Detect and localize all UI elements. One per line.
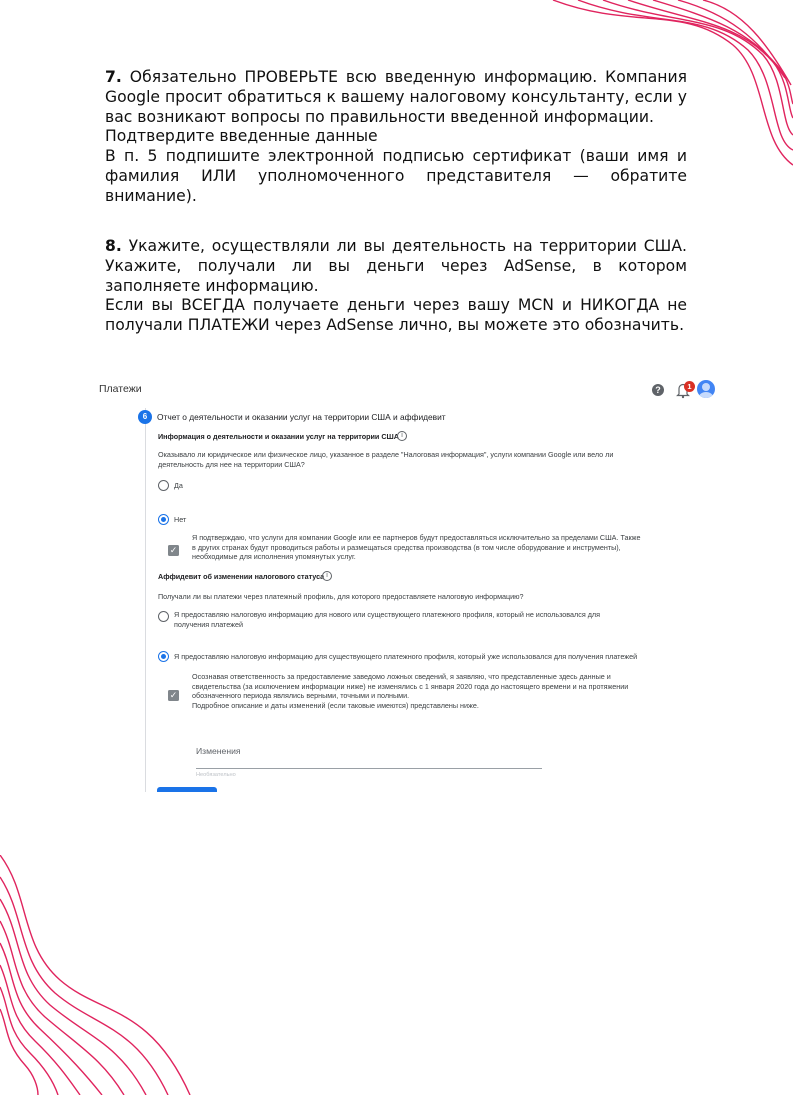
section-7: [105, 68, 687, 207]
confirm-outside-us-text: Я подтверждаю, что услуги для компании Google или ее партнеров будут предоставляться исключительно за пределами США. Также в других странах будут проводиться работы и размещаться средства производства (в том числе оборудование и инструменты), необходимые для исполнения упомянутых услуг.: [192, 533, 641, 562]
info-icon[interactable]: i: [397, 431, 407, 441]
activity-heading: Информация о деятельности и оказании услуг на территории США: [158, 432, 399, 441]
affidavit-confirm-text: [192, 672, 657, 710]
radio-yes[interactable]: [158, 480, 169, 491]
avatar[interactable]: [697, 380, 715, 398]
section-7-paragraph-1: [105, 68, 687, 127]
option-yes-label: Да: [174, 481, 183, 490]
changes-hint: Необязательно: [196, 772, 236, 778]
info-icon[interactable]: i: [322, 571, 332, 581]
notifications-icon[interactable]: [676, 381, 692, 399]
radio-existing-profile[interactable]: [158, 651, 169, 662]
section-8-paragraph-1: [105, 237, 687, 296]
affidavit-question: Получали ли вы платежи через платежный профиль, для которого предоставляете налоговую информацию?: [158, 592, 524, 601]
section-7-paragraph-3: В п. 5 подпишите электронной подписью сертификат (ваши имя и фамилия ИЛИ уполномоченного представителя — обратите внимание).: [105, 147, 687, 205]
affidavit-step: [142, 408, 721, 792]
affidavit-statement: Осознавая ответственность за предоставление заведомо ложных сведений, я заявляю, что представленные здесь данные и свидетельства (за исключением информации ниже) не изменялись с 1 января 2020 года до настоящего времени и на протяжении обозначенного периода являлись верными, точными и полными.: [192, 672, 629, 701]
continue-button[interactable]: [157, 787, 217, 792]
option-existing-profile-label: Я предоставляю налоговую информацию для существующего платежного профиля, который уже использовался для получения платежей: [174, 652, 638, 661]
affidavit-confirm-checkbox[interactable]: ✓: [169, 690, 178, 700]
confirm-outside-us-checkbox[interactable]: ✓: [169, 545, 178, 555]
section-7-paragraph-2: Подтвердите введенные данные: [105, 127, 378, 146]
step-number-badge: 6: [138, 410, 152, 424]
radio-new-profile[interactable]: [158, 611, 169, 622]
affidavit-heading: Аффидевит об изменении налогового статуса: [158, 572, 325, 581]
activity-question: Оказывало ли юридическое или физическое лицо, указанное в разделе "Налоговая информация", услуги компании Google или вело ли деятельность для нее на территории США?: [158, 450, 614, 469]
adsense-screenshot: [93, 374, 721, 792]
option-no-label: Нет: [174, 515, 187, 524]
section-8-number: 8.: [105, 237, 122, 255]
radio-no[interactable]: [158, 514, 169, 525]
step-title: Отчет о деятельности и оказании услуг на территории США и аффидевит: [157, 412, 446, 422]
help-icon[interactable]: ?: [652, 384, 664, 396]
changes-label: Изменения: [196, 746, 241, 756]
option-new-profile-label: Я предоставляю налоговую информацию для нового или существующего платежного профиля, который не использовался для получения платежей: [174, 610, 600, 629]
decorative-wave-bottom-left: [0, 855, 210, 1095]
affidavit-details: Подробное описание и даты изменений (если таковые имеются) представлены ниже.: [192, 700, 479, 710]
section-7-number: 7.: [105, 68, 122, 86]
section-8-text-1: Укажите, осуществляли ли вы деятельность на территории США. Укажите, получали ли вы деньги через AdSense, в котором заполняете информацию.: [105, 237, 687, 295]
section-7-text-1: Обязательно ПРОВЕРЬТЕ всю введенную информацию. Компания Google просит обратиться к вашему налоговому консультанту, если у вас возникают вопросы по правильности введенной информации.: [105, 68, 687, 126]
section-8-paragraph-2: Если вы ВСЕГДА получаете деньги через вашу MCN и НИКОГДА не получали ПЛАТЕЖИ через AdSense лично, вы можете это обозначить.: [105, 296, 687, 335]
changes-input[interactable]: [196, 768, 542, 769]
section-8: [105, 237, 687, 336]
notification-badge: 1: [684, 381, 695, 392]
app-header: [93, 374, 721, 404]
page-title: Платежи: [99, 383, 142, 395]
